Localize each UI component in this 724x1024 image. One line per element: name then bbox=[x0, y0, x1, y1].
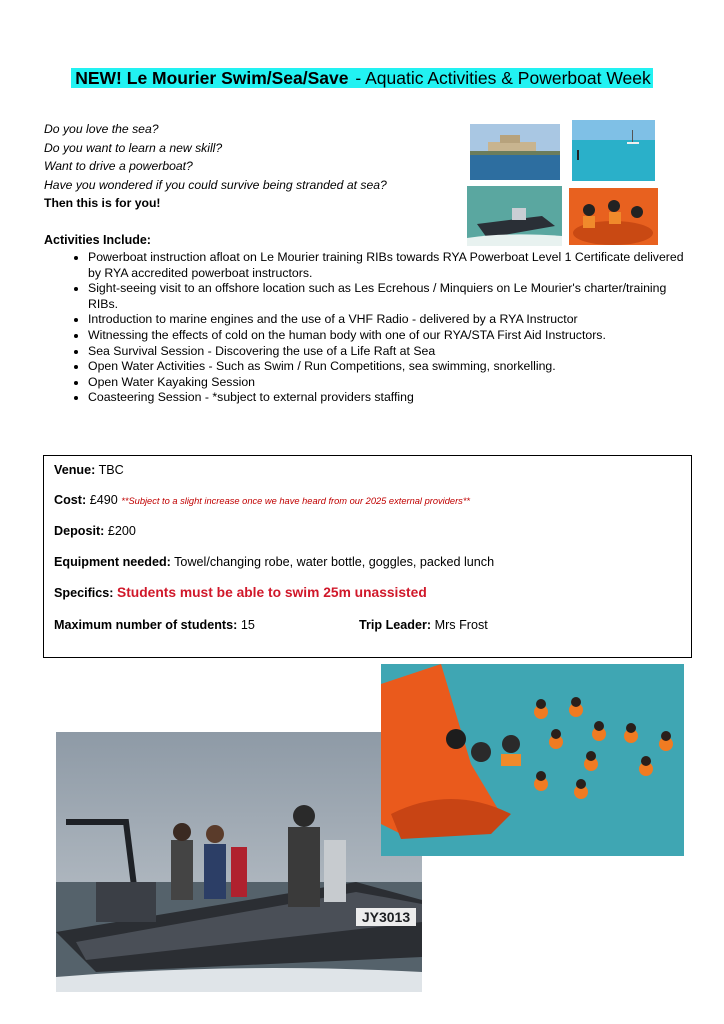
deposit-row bbox=[54, 524, 136, 538]
rib-photo-small bbox=[467, 186, 562, 246]
title-bold: NEW! Le Mourier Swim/Sea/Save bbox=[75, 68, 349, 88]
liferaft-photo-large bbox=[381, 664, 684, 856]
list-item: • Witnessing the effects of cold on the human body with one of our RYA/STA First Aid Instructors. bbox=[88, 328, 698, 344]
trip-leader-row bbox=[359, 618, 488, 632]
deposit-value: £200 bbox=[107, 524, 136, 538]
list-item: • Sight-seeing visit to an offshore location such as Les Ecrehous / Minquiers on Le Mourier's charter/training RIBs. bbox=[88, 281, 698, 312]
page-title bbox=[40, 66, 684, 90]
equipment-value: Towel/changing robe, water bottle, goggles, packed lunch bbox=[174, 555, 495, 569]
title-rest: - Aquatic Activities & Powerboat Week bbox=[350, 68, 651, 88]
intro-question: Do you want to learn a new skill? bbox=[44, 140, 223, 155]
cost-label: Cost: bbox=[54, 493, 87, 507]
intro-question: Have you wondered if you could survive being stranded at sea? bbox=[44, 177, 387, 192]
list-item: • Coasteering Session - *subject to external providers staffing bbox=[88, 390, 698, 406]
specifics-value: Students must be able to swim 25m unassisted bbox=[117, 585, 427, 600]
powerboat-photo-large bbox=[56, 732, 422, 992]
trip-leader-value: Mrs Frost bbox=[434, 618, 488, 632]
list-item: • Powerboat instruction afloat on Le Mourier training RIBs towards RYA Powerboat Level 1 Certificate delivered by RYA accredited powerboat instructors. bbox=[88, 250, 698, 281]
venue-value: TBC bbox=[98, 463, 124, 477]
intro-question: Want to drive a powerboat? bbox=[44, 159, 193, 173]
activities-heading: Activities Include: bbox=[44, 233, 151, 247]
cost-note: **Subject to a slight increase once we have heard from our 2025 external providers** bbox=[121, 496, 471, 506]
max-students-label: Maximum number of students: bbox=[54, 618, 238, 632]
trip-info-box bbox=[43, 455, 692, 658]
list-item: • Introduction to marine engines and the use of a VHF Radio - delivered by a RYA Instructor bbox=[88, 312, 698, 328]
venue-label: Venue: bbox=[54, 463, 96, 477]
equipment-label: Equipment needed: bbox=[54, 555, 171, 569]
list-item: • Open Water Activities - Such as Swim / Run Competitions, sea swimming, snorkelling. bbox=[88, 359, 698, 375]
cost-row bbox=[54, 493, 470, 507]
intro-block bbox=[44, 120, 387, 213]
liferaft-photo-small bbox=[569, 188, 658, 245]
equipment-row bbox=[54, 555, 494, 569]
intro-cta: Then this is for you! bbox=[44, 196, 161, 210]
boat-hull-number: JY3013 bbox=[361, 909, 411, 925]
activities-list bbox=[66, 250, 698, 406]
intro-question: Do you love the sea? bbox=[44, 122, 159, 136]
venue-row bbox=[54, 463, 124, 477]
cost-value: £490 bbox=[89, 493, 118, 507]
max-students-row bbox=[54, 618, 255, 632]
specifics-label: Specifics: bbox=[54, 586, 114, 600]
max-students-value: 15 bbox=[240, 618, 255, 632]
island-fort-photo bbox=[470, 124, 560, 180]
trip-leader-label: Trip Leader: bbox=[359, 618, 432, 632]
deposit-label: Deposit: bbox=[54, 524, 105, 538]
list-item: • Sea Survival Session - Discovering the use of a Life Raft at Sea bbox=[88, 344, 698, 360]
list-item: • Open Water Kayaking Session bbox=[88, 375, 698, 391]
paddleboard-photo bbox=[572, 120, 655, 181]
specifics-row bbox=[54, 585, 427, 600]
